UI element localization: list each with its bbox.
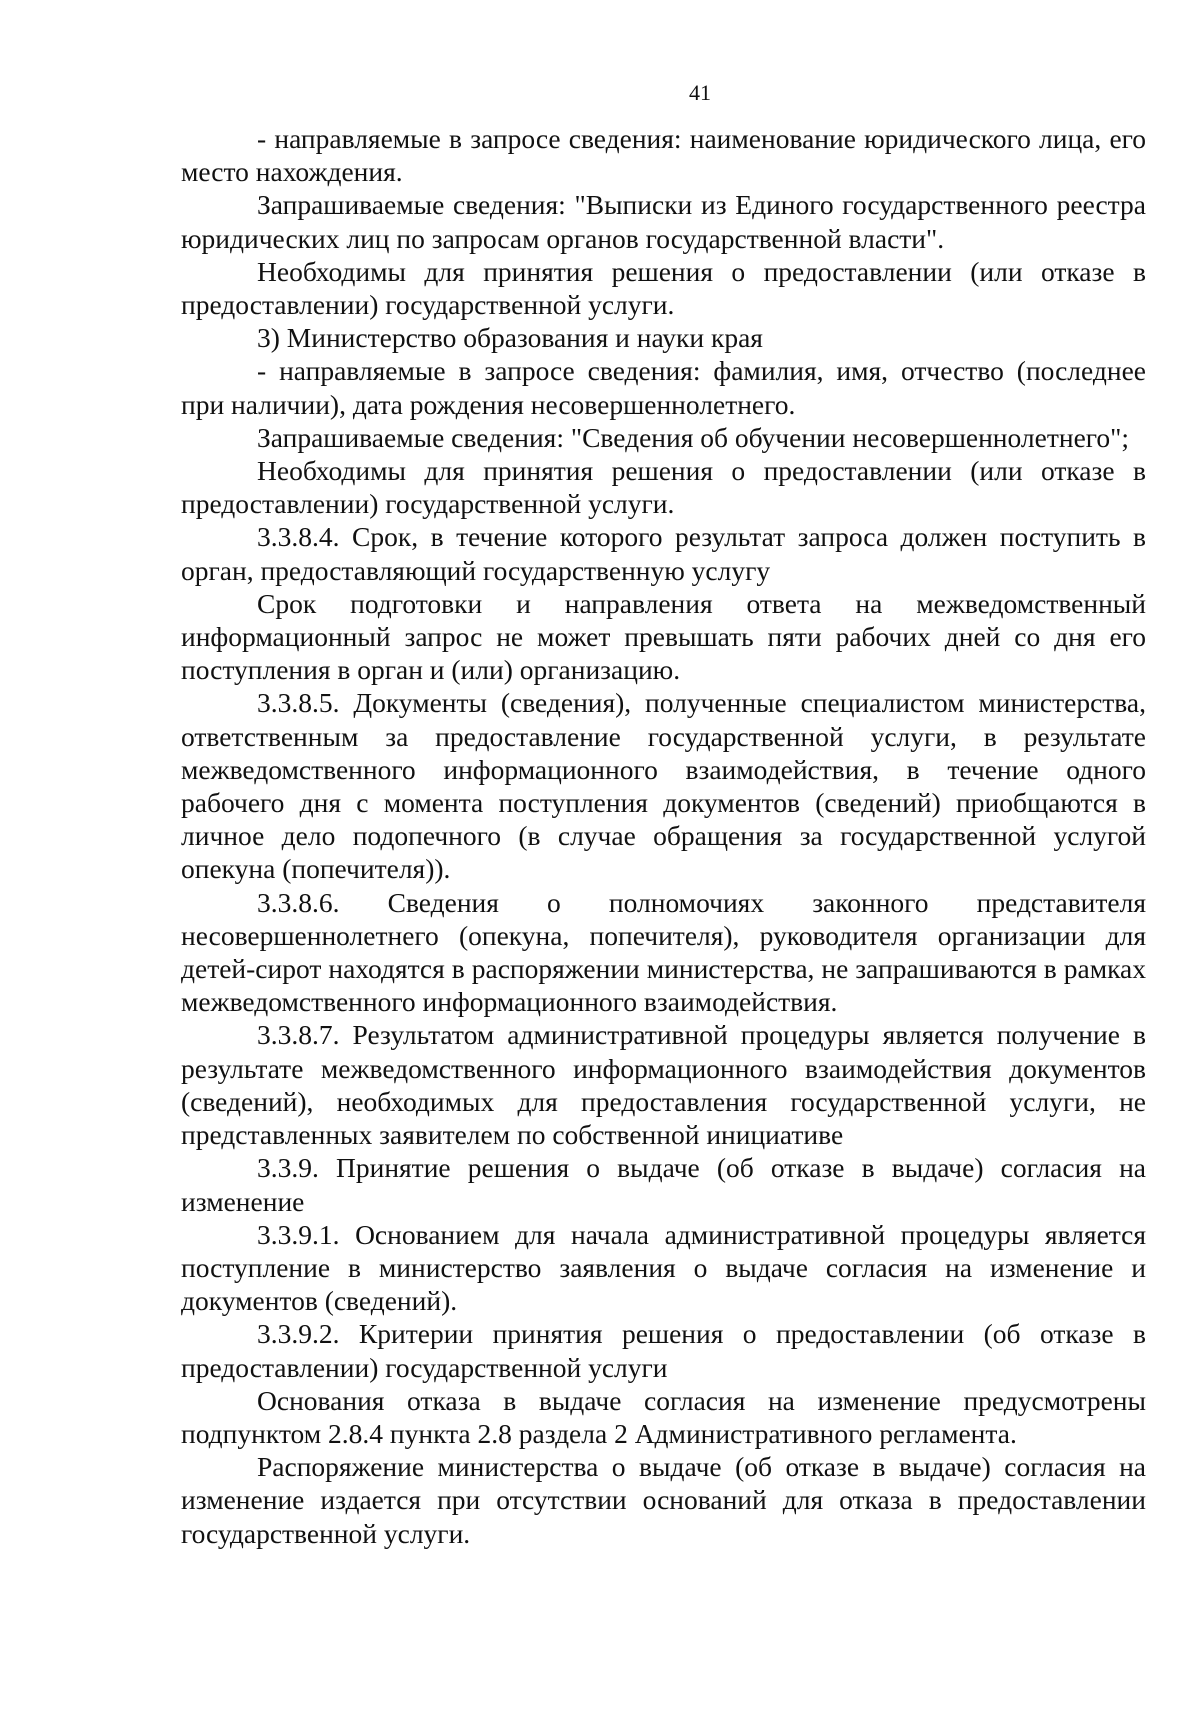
paragraph: 3) Министерство образования и науки края	[257, 322, 763, 354]
paragraph: 3.3.9.1. Основанием для начала административной процедуры является поступление в министерство заявления о выдаче согласия на изменение и документов (сведений).	[181, 1218, 1146, 1317]
paragraph: 3.3.9. Принятие решения о выдаче (об отказе в выдаче) согласия на изменение	[181, 1152, 1146, 1217]
paragraph: Необходимы для принятия решения о предоставлении (или отказе в предоставлении) государственной услуги.	[181, 455, 1146, 520]
paragraph: Основания отказа в выдаче согласия на изменение предусмотрены подпунктом 2.8.4 пункта 2.8 раздела 2 Административного регламента.	[181, 1384, 1146, 1449]
document-body	[181, 122, 1146, 1550]
paragraph: 3.3.8.7. Результатом административной процедуры является получение в результате межведомственного информационного взаимодействия документов (сведений), необходимых для предоставления государственной услуги, не представленных заявителем по собственной инициативе	[181, 1019, 1146, 1151]
paragraph: - направляемые в запросе сведения: фамилия, имя, отчество (последнее при наличии), дата рождения несовершеннолетнего.	[181, 355, 1146, 420]
paragraph: 3.3.8.5. Документы (сведения), полученные специалистом министерства, ответственным за предоставление государственной услуги, в результате межведомственного информационного взаимодействия, в течение одного рабочего дня с момента поступления документов (сведений) приобщаются в личное дело подопечного (в случае обращения за государственной услугой опекуна (попечителя)).	[181, 687, 1146, 885]
paragraph: 3.3.8.6. Сведения о полномочиях законного представителя несовершеннолетнего (опекуна, попечителя), руководителя организации для детей-сирот находятся в распоряжении министерства, не запрашиваются в рамках межведомственного информационного взаимодействия.	[181, 886, 1146, 1018]
paragraph: - направляемые в запросе сведения: наименование юридического лица, его место нахождения.	[181, 123, 1146, 188]
page-number: 41	[689, 80, 711, 105]
paragraph: Срок подготовки и направления ответа на межведомственный информационный запрос не может превышать пяти рабочих дней со дня его поступления в орган и (или) организацию.	[181, 587, 1146, 686]
paragraph: Запрашиваемые сведения: "Выписки из Единого государственного реестра юридических лиц по запросам органов государственной власти".	[181, 189, 1146, 254]
paragraph: Распоряжение министерства о выдаче (об отказе в выдаче) согласия на изменение издается при отсутствии оснований для отказа в предоставлении государственной услуги.	[181, 1451, 1146, 1549]
paragraph: Запрашиваемые сведения: "Сведения об обучении несовершеннолетнего";	[257, 421, 1129, 453]
paragraph: 3.3.9.2. Критерии принятия решения о предоставлении (об отказе в предоставлении) государственной услуги	[181, 1318, 1146, 1383]
paragraph: Необходимы для принятия решения о предоставлении (или отказе в предоставлении) государственной услуги.	[181, 255, 1146, 321]
paragraph: 3.3.8.4. Срок, в течение которого результат запроса должен поступить в орган, предоставляющий государственную услугу	[181, 521, 1146, 586]
